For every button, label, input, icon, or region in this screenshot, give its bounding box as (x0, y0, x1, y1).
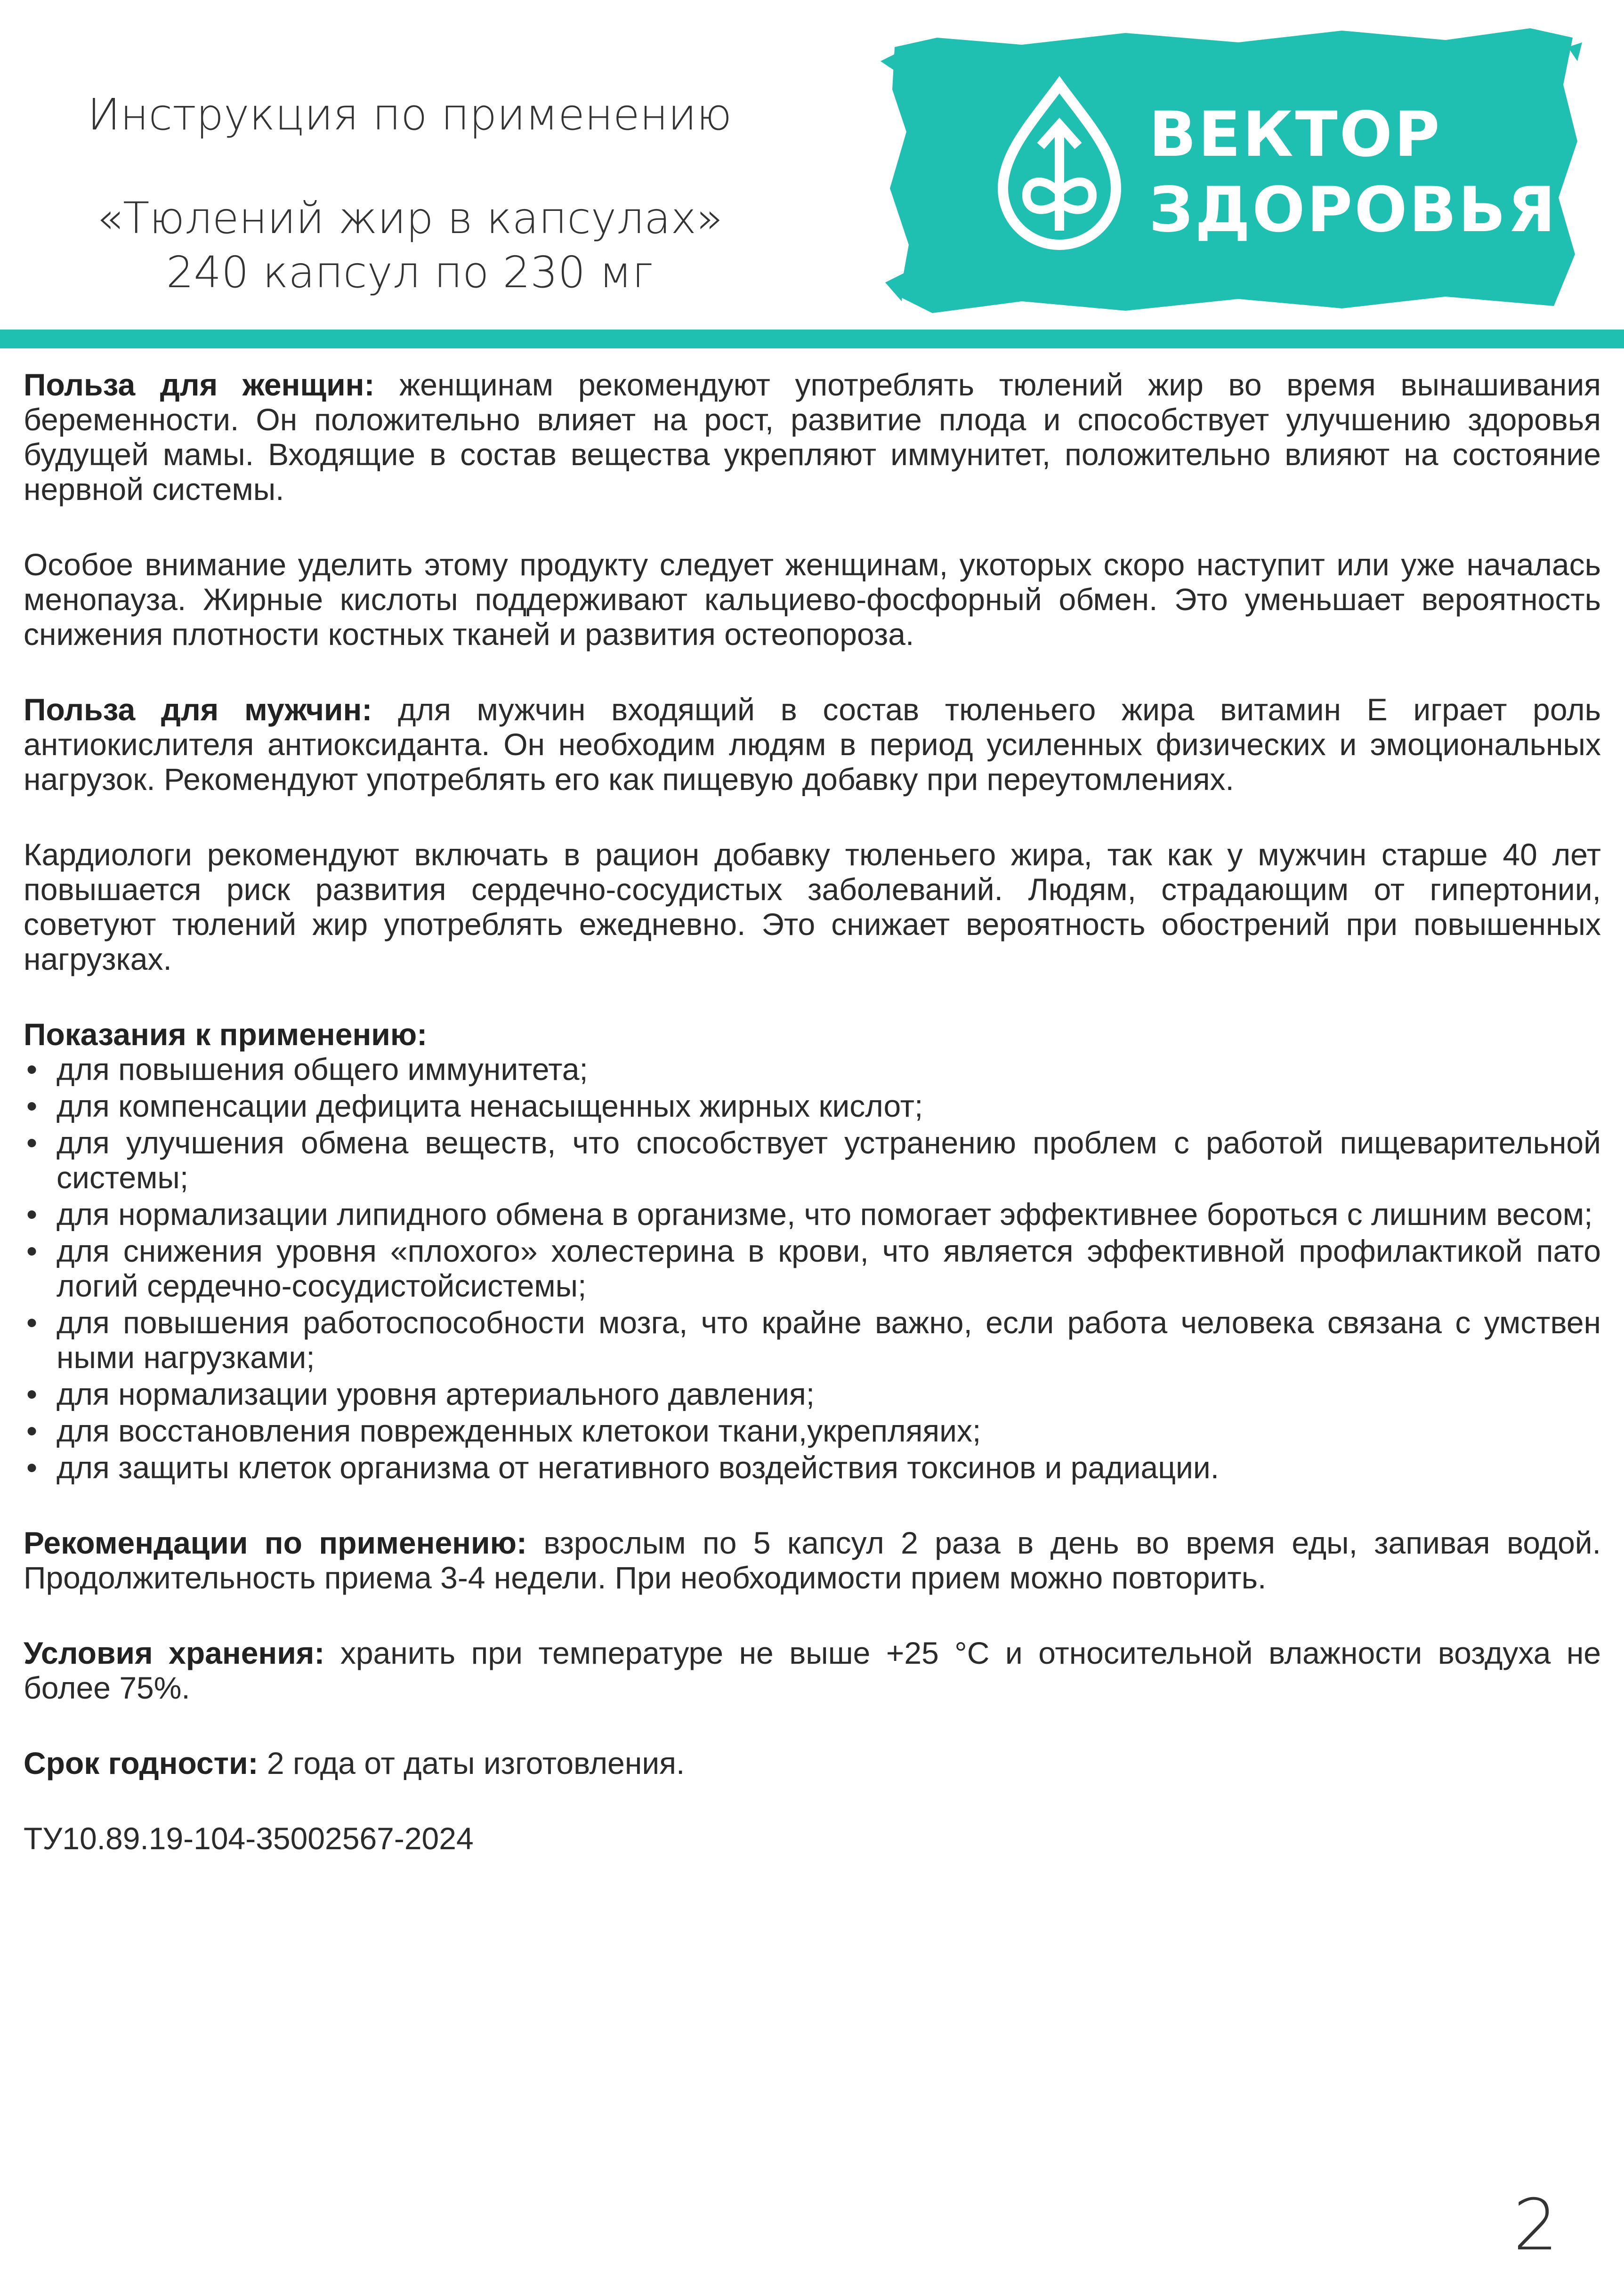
men-benefit-paragraph (24, 692, 1601, 797)
shelf-life-label: Срок годности: (24, 1746, 259, 1780)
cardiology-paragraph: Кардиологи рекомендуют включать в рацион добавку тюленьего жира, так как у мужчин старше 40 лет повышается риск развития сердечно-сосудистых заболеваний. Людям, страдающим от гипертонии, советуют тюлений жир употреблять ежедневно. Это снижает вероятность обострений при повышенных нагрузках. (24, 837, 1601, 976)
storage-paragraph (24, 1635, 1601, 1705)
instruction-body (24, 367, 1601, 1896)
list-item: • для повышения общего иммунитета; (24, 1052, 1601, 1087)
indications-title: Показания к применению: (24, 1017, 428, 1052)
list-item: • для компенсации дефицита ненасыщенных жирных кислот; (24, 1088, 1601, 1123)
women-benefit-text: женщинам рекомендуют употреблять тюлений жир во время вынашивания беременности. Он положительно влияет на рост, развитие плода и способствует улучшению здоровья будущей мамы. Входящие в состав вещества укрепляют иммунитет, положительно влияют на состояние нервной системы. (24, 367, 1601, 507)
shelf-life-text: 2 года от даты изготовления. (258, 1746, 685, 1780)
usage-label: Рекомендации по применению: (24, 1525, 527, 1560)
tech-spec-code: ТУ10.89.19-104-35002567-2024 (24, 1821, 474, 1856)
list-item: • для улучшения обмена веществ, что способствует устранению проблем с работой пищеварительной системы; (24, 1125, 1601, 1195)
list-item: • для защиты клеток организма от негативного воздействия токсинов и радиации. (24, 1450, 1601, 1485)
document-title: Инструкция по применению (87, 89, 732, 140)
list-item: • для нормализации уровня артериального давления; (24, 1377, 1601, 1411)
indications-list (24, 1052, 1601, 1485)
usage-text: взрослым по 5 капсул 2 раза в день во время еды, запивая водой. Продолжительность приема 3-4 недели. При необходимости прием можно повторить. (24, 1525, 1601, 1595)
page-number: 2 (1513, 2184, 1558, 2266)
usage-paragraph (24, 1525, 1601, 1595)
package-info: 240 капсул по 230 мг (166, 247, 654, 298)
menopause-paragraph: Особое внимание уделить этому продукту следует женщинам, укоторых скоро наступит или уже началась менопауза. Жирные кислоты поддерживают кальциево-фосфорный обмен. Это уменьшает вероятность снижения плотности костных тканей и развития остеопороза. (24, 547, 1601, 652)
list-item: • для снижения уровня «плохого» холестерина в крови, что является эффективной профилактикой пато логий сердечно-сосудистойсистемы; (24, 1233, 1601, 1303)
logo-text-line2: ЗДОРОВЬЯ (1149, 174, 1558, 246)
leaf-drop-icon (989, 75, 1130, 254)
shelf-life-paragraph (24, 1746, 1601, 1780)
list-item: • для нормализации липидного обмена в организме, что помогает эффективнее бороться с лишним весом; (24, 1197, 1601, 1232)
men-benefit-text: для мужчин входящий в состав тюленьего жира витамин Е играет роль антиокислителя антиоксиданта. Он необходим людям в период усиленных физических и эмоциональных нагрузок. Рекомендуют употреблять его как пищевую добавку при переутомлениях. (24, 692, 1601, 797)
header-divider (0, 330, 1624, 348)
storage-text: хранить при температуре не выше +25 °С и относительной влажности воздуха не более 75%. (24, 1635, 1601, 1705)
logo-text-line1: ВЕКТОР (1149, 98, 1442, 171)
product-name: «Тюлений жир в капсулах» (96, 193, 723, 243)
women-benefit-paragraph (24, 367, 1601, 507)
list-item: • для повышения работоспособности мозга, что крайне важно, если работа человека связана с умствен ными нагрузками; (24, 1305, 1601, 1375)
list-item: • для восстановления поврежденных клетокои ткани,укрепляяих; (24, 1413, 1601, 1448)
men-benefit-label: Польза для мужчин: (24, 692, 372, 727)
brand-logo (881, 19, 1582, 320)
women-benefit-label: Польза для женщин: (24, 367, 375, 402)
storage-label: Условия хранения: (24, 1635, 325, 1670)
